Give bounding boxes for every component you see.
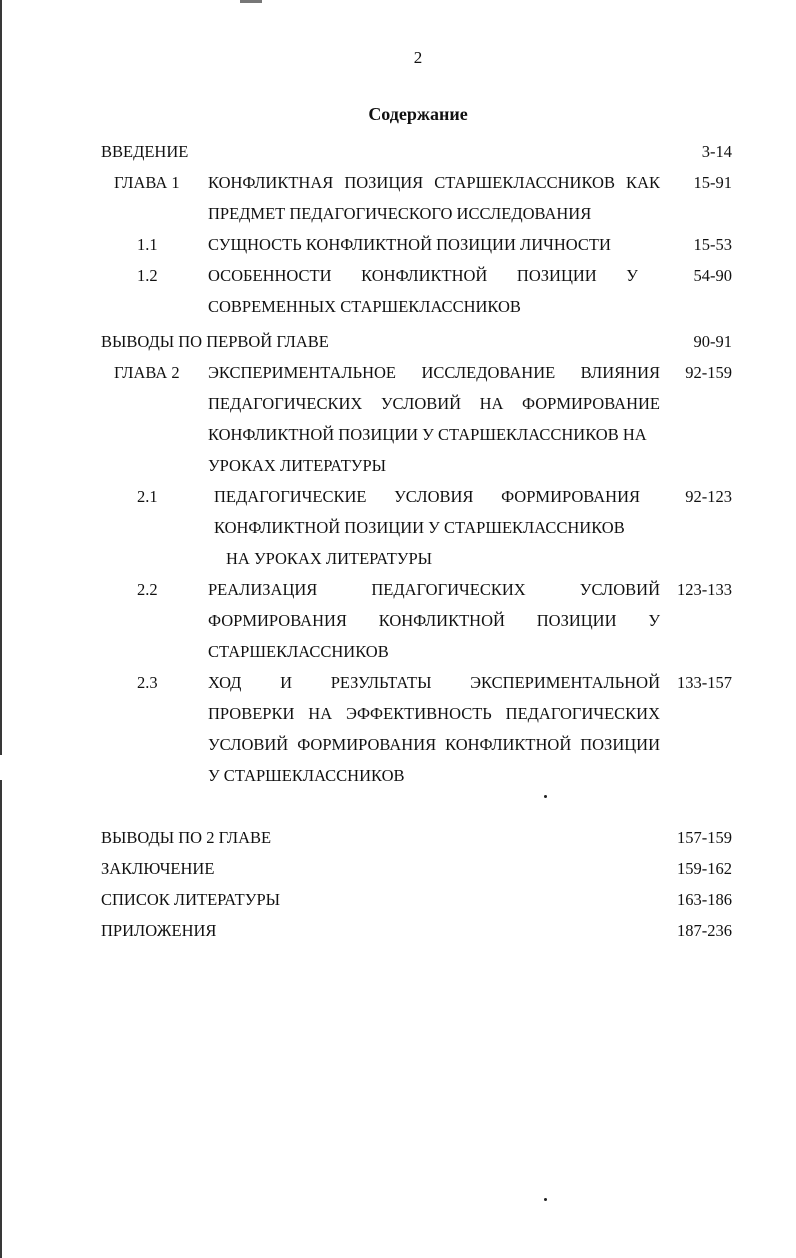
- toc-entry-pages: 163-186: [677, 890, 732, 909]
- toc-entry-label: ВЫВОДЫ ПО ПЕРВОЙ ГЛАВЕ: [101, 332, 329, 351]
- toc-entry-pages: 92-159: [685, 363, 732, 382]
- toc-entry-line: ПЕДАГОГИЧЕСКИХ УСЛОВИЙ НА ФОРМИРОВАНИЕ: [208, 394, 660, 413]
- toc-entry-line: ПРОВЕРКИ НА ЭФФЕКТИВНОСТЬ ПЕДАГОГИЧЕСКИХ: [208, 704, 660, 723]
- toc-entry-text: [214, 481, 640, 574]
- toc-entry-number: ГЛАВА 2: [114, 363, 180, 382]
- toc-entry-text: [208, 167, 660, 229]
- toc-entry-text: [208, 260, 638, 322]
- toc-entry-line: ЭКСПЕРИМЕНТАЛЬНОЕ ИССЛЕДОВАНИЕ ВЛИЯНИЯ: [208, 363, 660, 382]
- toc-entry-text: [208, 667, 660, 791]
- toc-entry-text: [208, 357, 660, 481]
- toc-entry-line: СТАРШЕКЛАССНИКОВ: [208, 642, 389, 661]
- toc-entry-pages: 159-162: [677, 859, 732, 878]
- toc-entry-pages: 54-90: [693, 266, 732, 285]
- toc-entry-label: ВВЕДЕНИЕ: [101, 142, 189, 161]
- toc-entry-pages: 133-157: [677, 673, 732, 692]
- toc-entry-line: ПЕДАГОГИЧЕСКИЕ УСЛОВИЯ ФОРМИРОВАНИЯ: [214, 487, 640, 506]
- toc-entry-number: 2.1: [137, 487, 158, 506]
- scan-speck: [544, 1198, 547, 1201]
- toc-entry-pages: 15-91: [693, 173, 732, 192]
- toc-entry-line: УСЛОВИЙ ФОРМИРОВАНИЯ КОНФЛИКТНОЙ ПОЗИЦИИ: [208, 735, 660, 754]
- toc-entry-line: НА УРОКАХ ЛИТЕРАТУРЫ: [226, 549, 433, 568]
- toc-entry-label: ВЫВОДЫ ПО 2 ГЛАВЕ: [101, 828, 272, 847]
- toc-entry-label: ЗАКЛЮЧЕНИЕ: [101, 859, 215, 878]
- toc-entry-line: СУЩНОСТЬ КОНФЛИКТНОЙ ПОЗИЦИИ ЛИЧНОСТИ: [208, 235, 611, 254]
- scan-left-edge: [0, 0, 2, 1258]
- toc-entry-line: ХОД И РЕЗУЛЬТАТЫ ЭКСПЕРИМЕНТАЛЬНОЙ: [208, 673, 660, 692]
- toc-entry-line: ФОРМИРОВАНИЯ КОНФЛИКТНОЙ ПОЗИЦИИ У: [208, 611, 660, 630]
- toc-entry-number: 1.2: [137, 266, 158, 285]
- toc-entry-number: ГЛАВА 1: [114, 173, 180, 192]
- toc-entry-pages: 157-159: [677, 828, 732, 847]
- toc-entry-line: КОНФЛИКТНАЯ ПОЗИЦИЯ СТАРШЕКЛАССНИКОВ КАК: [208, 173, 660, 192]
- toc-entry-line: ПРЕДМЕТ ПЕДАГОГИЧЕСКОГО ИССЛЕДОВАНИЯ: [208, 204, 592, 223]
- toc-entry-pages: 90-91: [693, 332, 732, 351]
- toc-entry-number: 1.1: [137, 235, 158, 254]
- toc-entry-line: У СТАРШЕКЛАССНИКОВ: [208, 766, 405, 785]
- toc-entry-pages: 15-53: [693, 235, 732, 254]
- scan-top-mark: [240, 0, 262, 3]
- toc-entry-label: СПИСОК ЛИТЕРАТУРЫ: [101, 890, 281, 909]
- toc-entry-label: ПРИЛОЖЕНИЯ: [101, 921, 217, 940]
- toc-entry-pages: 92-123: [685, 487, 732, 506]
- toc-entry-number: 2.2: [137, 580, 158, 599]
- toc-entry-line: УРОКАХ ЛИТЕРАТУРЫ: [208, 456, 387, 475]
- toc-entry-pages: 123-133: [677, 580, 732, 599]
- toc-entry-text: [208, 229, 660, 260]
- toc-entry-pages: 187-236: [677, 921, 732, 940]
- toc-entry-line: ОСОБЕННОСТИ КОНФЛИКТНОЙ ПОЗИЦИИ У: [208, 266, 638, 285]
- page-number: 2: [413, 48, 423, 67]
- toc-entry-line: РЕАЛИЗАЦИЯ ПЕДАГОГИЧЕСКИХ УСЛОВИЙ: [208, 580, 660, 599]
- toc-entry-pages: 3-14: [701, 142, 732, 161]
- toc-entry-number: 2.3: [137, 673, 158, 692]
- toc-entry-line: СОВРЕМЕННЫХ СТАРШЕКЛАССНИКОВ: [208, 297, 521, 316]
- toc-entry-line: КОНФЛИКТНОЙ ПОЗИЦИИ У СТАРШЕКЛАССНИКОВ: [214, 518, 625, 537]
- toc-entry-line: КОНФЛИКТНОЙ ПОЗИЦИИ У СТАРШЕКЛАССНИКОВ НА: [208, 425, 647, 444]
- toc-title: Содержание: [368, 104, 468, 124]
- toc-entry-text: [208, 574, 660, 667]
- scan-speck: [544, 795, 547, 798]
